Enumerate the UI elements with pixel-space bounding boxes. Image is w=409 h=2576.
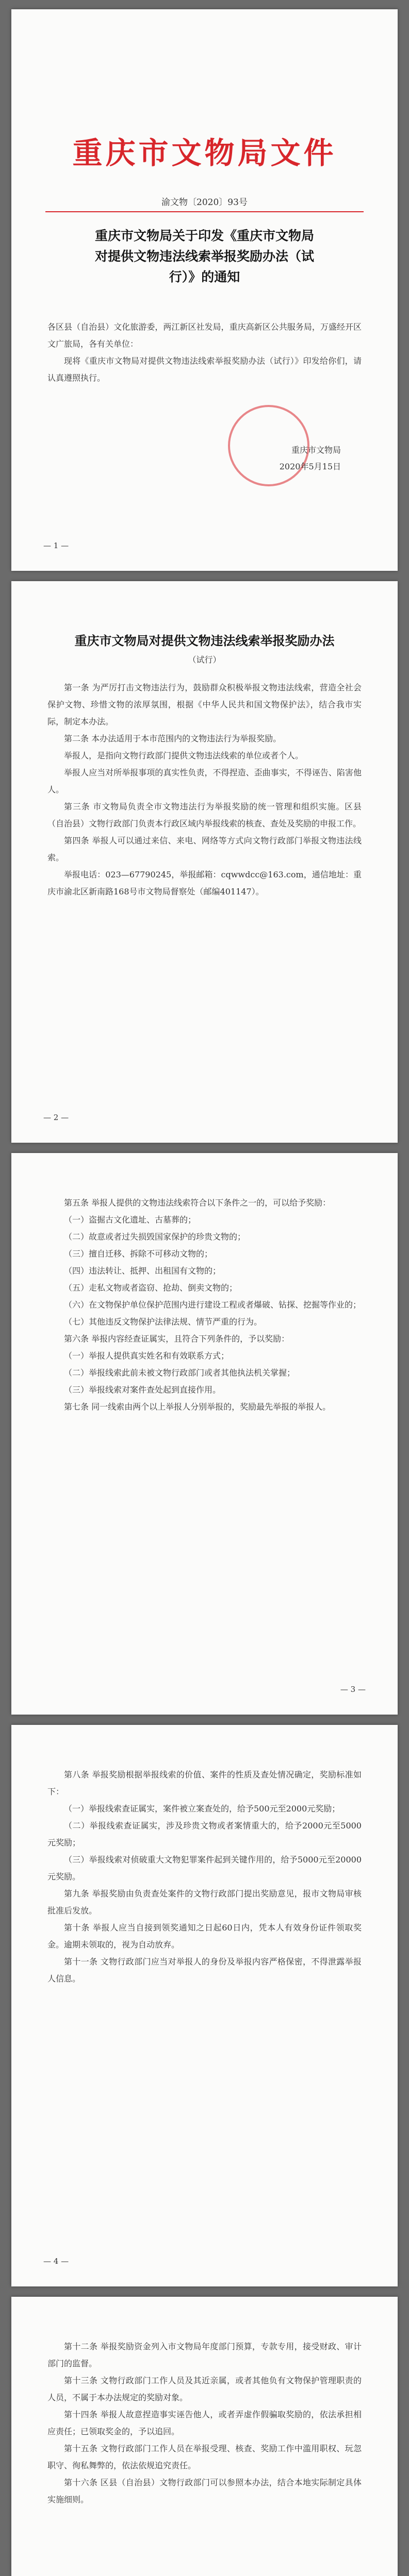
document-number: 渝文物〔2020〕93号 (161, 197, 248, 208)
document-page-2 (11, 581, 398, 1143)
article-paragraph: （六）在文物保护单位保护范围内进行建设工程或者爆破、钻探、挖掘等作业的； (64, 1300, 362, 1310)
measures-subtitle: （试行） (188, 655, 221, 665)
article-paragraph: 第十六条 区县（自治县）文物行政部门可以参照本办法，结合本地实际制定具体实施细则。 (47, 2478, 362, 2504)
article-paragraph: 第十二条 举报奖励资金列入市文物局年度部门预算，专款专用，接受财政、审计部门的监督。 (47, 2342, 362, 2368)
article-paragraph: （二）举报线索此前未被文物行政部门或者其他执法机关掌握； (64, 1368, 296, 1378)
article-paragraph: （二）举报线索查证属实，涉及珍贵文物或者案情重大的，给予2000元至5000元奖励； (47, 1821, 362, 1848)
notice-body (47, 318, 362, 386)
article-paragraph: 第三条 市文物局负责全市文物违法行为举报奖励的统一管理和组织实施。区县（自治县）文物行政部门负责本行政区域内举报线索的核查、查处及奖励的申报工作。 (47, 802, 362, 828)
article-paragraph: 举报人，是指向文物行政部门提供文物违法线索的单位或者个人。 (64, 751, 304, 760)
article-paragraph: （四）违法转让、抵押、出租国有文物的； (64, 1266, 221, 1276)
sign-date: 2020年5月15日 (279, 462, 341, 471)
article-paragraph: （三）举报线索对案件查处起到直接作用。 (64, 1385, 221, 1395)
article-paragraph: 举报电话：023—67790245，举报邮箱：cqwwdcc@163.com，通信地址：重庆市渝北区新南路168号市文物局督察处（邮编401147）。 (47, 870, 362, 896)
article-paragraph: （三）擅自迁移、拆除不可移动文物的； (64, 1249, 213, 1259)
article-paragraph: 第十条 举报人应当自接到领奖通知之日起60日内，凭本人有效身份证件领取奖金。逾期未领取的，视为自动放弃。 (47, 1923, 362, 1950)
article-paragraph: 第八条 举报奖励根据举报线索的价值、案件的性质及查处情况确定，奖励标准如下： (47, 1770, 362, 1797)
measures-body (47, 679, 362, 900)
article-paragraph: （一）举报线索查证属实，案件被立案查处的，给予500元至2000元奖励； (64, 1804, 340, 1814)
article-paragraph: 第九条 举报奖励由负责查处案件的文物行政部门提出奖励意见，报市文物局审核批准后发放。 (47, 1889, 362, 1916)
article-paragraph: 第十一条 文物行政部门应当对举报人的身份及举报内容严格保密，不得泄露举报人信息。 (47, 1957, 362, 1984)
notice-title: 重庆市文物局关于印发《重庆市文物局对提供文物违法线索举报奖励办法（试行）》的通知 (94, 228, 314, 284)
article-paragraph: （二）故意或者过失损毁国家保护的珍贵文物的； (64, 1232, 246, 1242)
signature-block (280, 442, 341, 475)
article-paragraph: 第二条 本办法适用于本市范围内的文物违法行为举报奖励。 (64, 734, 282, 743)
article-paragraph: 第四条 举报人可以通过来信、来电、网络等方式向文物行政部门举报文物违法线索。 (47, 836, 362, 862)
article-paragraph: 第五条 举报人提供的文物违法线索符合以下条件之一的，可以给予奖励： (64, 1198, 331, 1208)
page-number: — 2 — (43, 1113, 69, 1122)
document-page-1 (11, 9, 398, 571)
measures-body (47, 2338, 362, 2508)
page-number: — 4 — (43, 2257, 69, 2266)
article-paragraph: （一）举报人提供真实姓名和有效联系方式； (64, 1351, 230, 1361)
article-paragraph: （七）其他违反文物保护法律法规、情节严重的行为。 (64, 1317, 263, 1327)
article-paragraph: （三）举报线索对侦破重大文物犯罪案件起到关键作用的，给予5000元至20000元奖励。 (47, 1855, 362, 1882)
header-divider (45, 211, 364, 212)
document-header: 重庆市文物局文件 (72, 135, 337, 171)
article-paragraph: （一）盗掘古文化遗址、古墓葬的； (64, 1215, 197, 1225)
sign-org: 重庆市文物局 (291, 445, 341, 455)
article-paragraph: 第一条 为严厉打击文物违法行为，鼓励群众积极举报文物违法线索，营造全社会保护文物、珍惜文物的浓厚氛围，根据《中华人民共和国文物保护法》，结合我市实际，制定本办法。 (47, 683, 362, 726)
article-paragraph: 第十三条 文物行政部门工作人员及其近亲属，或者其他负有文物保护管理职责的人员，不属于本办法规定的奖励对象。 (47, 2376, 362, 2402)
document-page-5 (11, 2297, 398, 2576)
document-page-3 (11, 1153, 398, 1715)
article-paragraph: 举报人应当对所举报事项的真实性负责，不得捏造、歪曲事实，不得诬告、陷害他人。 (47, 768, 362, 794)
page-number: — 3 — (340, 1685, 366, 1694)
measures-title: 重庆市文物局对提供文物违法线索举报奖励办法 (74, 633, 335, 648)
notice-paragraph: 现将《重庆市文物局对提供文物违法线索举报奖励办法（试行）》印发给你们，请认真遵照执行。 (47, 356, 362, 383)
article-paragraph: （五）走私文物或者盗窃、抢劫、倒卖文物的； (64, 1283, 238, 1293)
page-number: — 1 — (43, 541, 69, 550)
measures-body (47, 1194, 362, 1415)
article-paragraph: 第十五条 文物行政部门工作人员在举报受理、核查、奖励工作中滥用职权、玩忽职守、徇私舞弊的，依法依规追究责任。 (47, 2444, 362, 2470)
addressee: 各区县（自治县）文化旅游委，两江新区社发局，重庆高新区公共服务局，万盛经开区文广旅局，各有关单位： (47, 322, 362, 349)
article-paragraph: 第十四条 举报人故意捏造事实诬告他人，或者弄虚作假骗取奖励的，依法承担相应责任；已领取奖金的，予以追回。 (47, 2410, 362, 2436)
document-page-4 (11, 1725, 398, 2286)
measures-body (47, 1766, 362, 1987)
article-paragraph: 第七条 同一线索由两个以上举报人分别举报的，奖励最先举报的举报人。 (64, 1402, 331, 1412)
article-paragraph: 第六条 举报内容经查证属实，且符合下列条件的，予以奖励： (64, 1334, 290, 1344)
